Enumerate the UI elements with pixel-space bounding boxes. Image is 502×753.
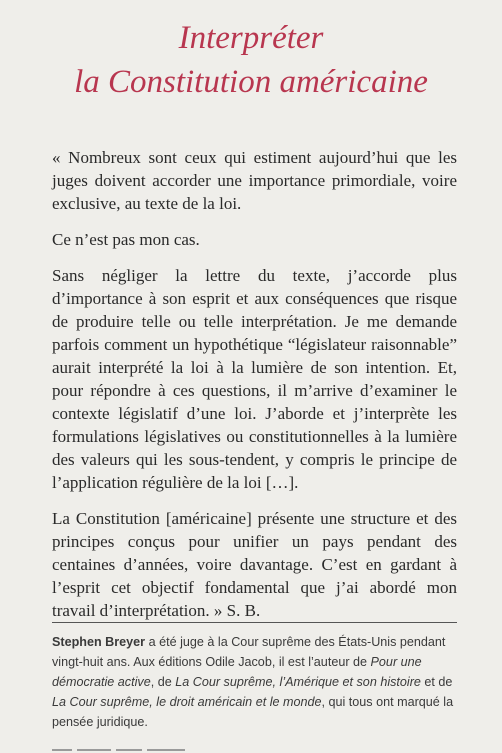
- book-ref-1: Pour une démocratie active: [52, 655, 422, 689]
- title-line-2: la Constitution américaine: [74, 64, 428, 100]
- title-line-1: Interpréter: [178, 20, 324, 56]
- book-ref-3: La Cour suprême, le droit américain et le monde: [52, 695, 322, 709]
- book-title: [0, 16, 502, 104]
- divider-rule: [52, 622, 457, 623]
- blurb-quote: [52, 146, 457, 622]
- cropped-text-fragment: [52, 746, 192, 753]
- quote-paragraph-3: Sans négliger la lettre du texte, j’accorde plus d’importance à son esprit et aux conséquences que risque de produire telle ou telle interprétation. Je me demande parfois comment un hypothétique “législateur raisonnable” aurait interprété la loi à la lumière de son intention. Et, pour répondre à ces questions, il m’arrive d’examiner le contexte législatif d’une loi. J’aborde et j’interprète les formulations législatives ou constitutionnelles à la lumière des valeurs qui les sous-tendent, y compris le principe de l’application régulière de la loi […].: [52, 266, 457, 492]
- bio-text-1: a été juge à la Cour suprême des États-Unis pendant vingt-huit ans. Aux éditions Odile Jacob, il est l’auteur de: [52, 635, 446, 669]
- book-ref-2: La Cour suprême, l’Amérique et son histoire: [175, 675, 421, 689]
- quote-paragraph-2: Ce n’est pas mon cas.: [52, 230, 200, 249]
- bio-text-3: et de: [420, 675, 453, 689]
- quote-paragraph-4: La Constitution [américaine] présente une structure et des principes conçus pour unifier un pays pendant des centaines d’années, voire davantage. C’est en gardant à l’esprit cet objectif fondamental que j’ai abordé mon travail d’interprétation. » S. B.: [52, 509, 457, 620]
- quote-paragraph-1: « Nombreux sont ceux qui estiment aujourd’hui que les juges doivent accorder une importance primordiale, voire exclusive, au texte de la loi.: [52, 148, 457, 213]
- bio-text-2: , de: [150, 675, 176, 689]
- author-name: Stephen Breyer: [52, 635, 146, 649]
- author-bio: [52, 632, 462, 732]
- bio-text-4: , qui tous ont marqué la pensée juridique.: [52, 695, 454, 729]
